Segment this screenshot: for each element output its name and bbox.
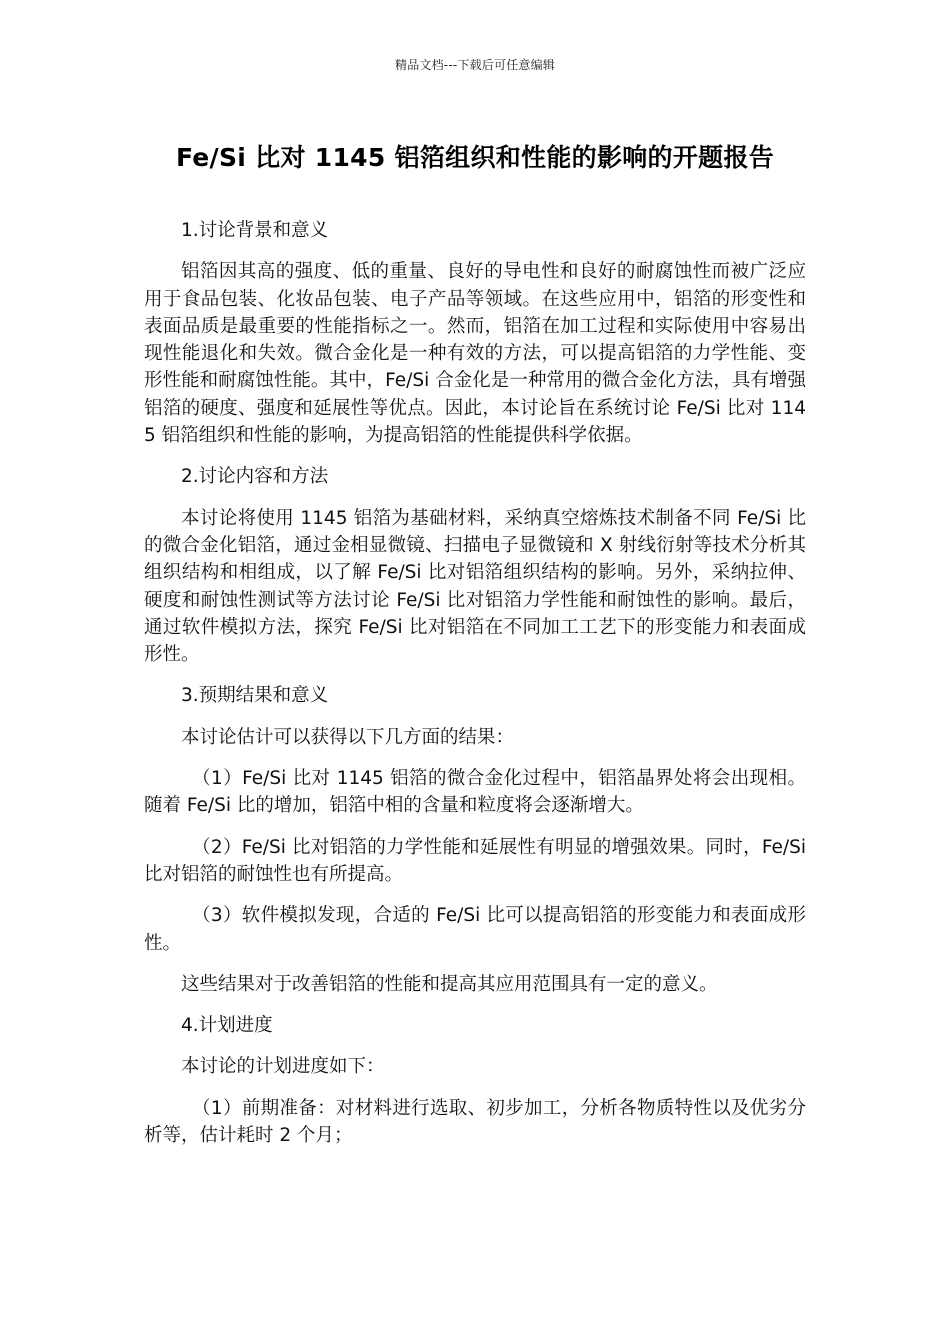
section-3-item-3: （3）软件模拟发现，合适的 Fe/Si 比可以提高铝箔的形变能力和表面成形性。	[144, 905, 806, 954]
section-4-heading: 4.计划进度	[181, 1015, 273, 1037]
page-header: 精品文档---下载后可任意编辑	[395, 58, 555, 72]
section-4-intro: 本讨论的计划进度如下：	[181, 1056, 385, 1078]
section-3-intro: 本讨论估计可以获得以下几方面的结果：	[181, 726, 515, 748]
section-3-item-2: （2）Fe/Si 比对铝箔的力学性能和延展性有明显的增强效果。同时，Fe/Si 比对铝箔的耐蚀性也有所提高。	[144, 836, 806, 885]
section-4-item-1: （1）前期准备：对材料进行选取、初步加工，分析各物质特性以及优劣分析等，估计耗时 2 个月；	[144, 1097, 806, 1147]
document-title: Fe/Si 比对 1145 铝箔组织和性能的影响的开题报告	[175, 143, 775, 172]
section-3-heading: 3.预期结果和意义	[181, 685, 329, 707]
section-2-paragraph: 本讨论将使用 1145 铝箔为基础材料，采纳真空熔炼技术制备不同 Fe/Si 比的微合金化铝箔，通过金相显微镜、扫描电子显微镜和 X 射线衍射等技术分析其组织结构和相组成，以了解 Fe/Si 比对铝箔组织结构的影响。另外，采纳拉伸、硬度和耐蚀性测试等方法讨论 Fe/Si 比对铝箔力学性能和耐蚀性的影响。最后，通过软件模拟方法，探究 Fe/Si 比对铝箔在不同加工工艺下的形变能力和表面成形性。	[144, 507, 806, 666]
section-1-heading: 1.讨论背景和意义	[181, 220, 329, 241]
document-body	[144, 217, 806, 1149]
section-2-heading: 2.讨论内容和方法	[181, 466, 329, 488]
section-1-paragraph: 铝箔因其高的强度、低的重量、良好的导电性和良好的耐腐蚀性而被广泛应用于食品包装、化妆品包装、电子产品等领域。在这些应用中，铝箔的形变性和表面品质是最重要的性能指标之一。然而，铝箔在加工过程和实际使用中容易出现性能退化和失效。微合金化是一种有效的方法，可以提高铝箔的力学性能、变形性能和耐腐蚀性能。其中，Fe/Si 合金化是一种常用的微合金化方法，具有增强铝箔的硬度、强度和延展性等优点。因此，本讨论旨在系统讨论 Fe/Si 比对 1145 铝箔组织和性能的影响，为提高铝箔的性能提供科学依据。	[144, 261, 806, 447]
section-3-conclusion: 这些结果对于改善铝箔的性能和提高其应用范围具有一定的意义。	[181, 973, 718, 995]
section-3-item-1: （1）Fe/Si 比对 1145 铝箔的微合金化过程中，铝箔晶界处将会出现相。随着 Fe/Si 比的增加，铝箔中相的含量和粒度将会逐渐增大。	[144, 768, 806, 817]
